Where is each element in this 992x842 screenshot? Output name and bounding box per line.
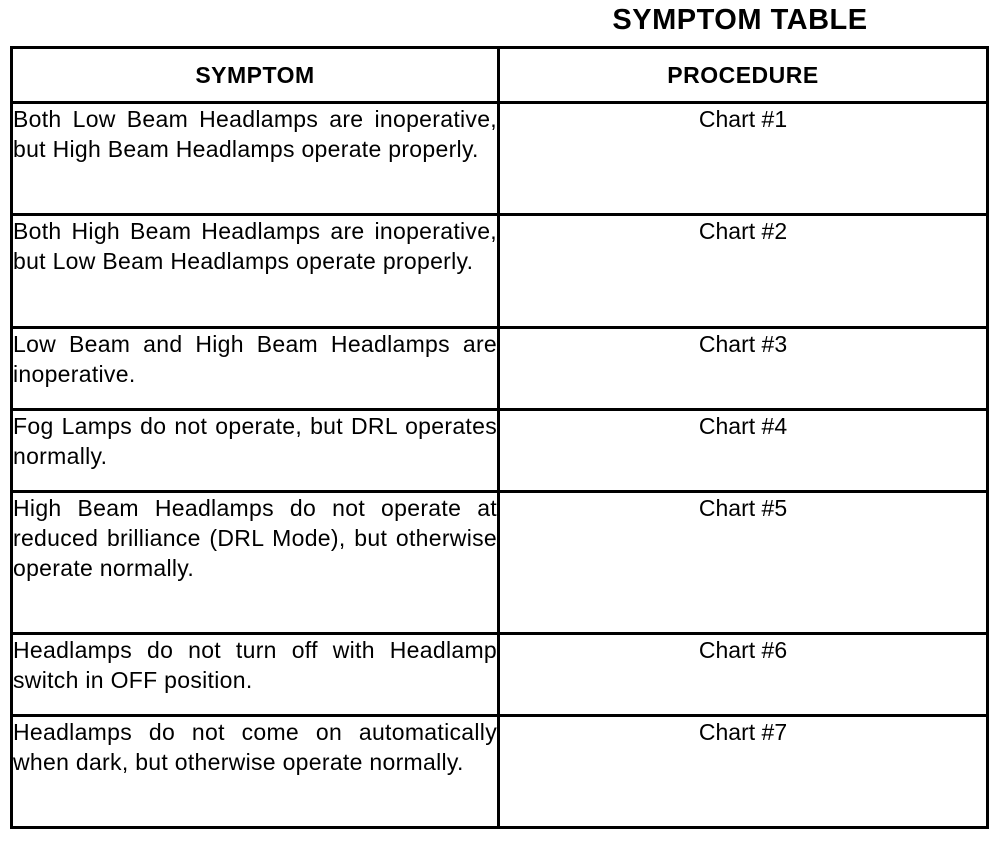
header-row — [12, 48, 988, 103]
symptom-cell: Both Low Beam Headlamps are inoperative, but High Beam Headlamps operate properly. — [12, 103, 499, 215]
symptom-cell: Headlamps do not come on automatically when dark, but otherwise operate normally. — [12, 716, 499, 828]
page-title: SYMPTOM TABLE — [612, 4, 868, 36]
procedure-cell: Chart #7 — [499, 716, 988, 828]
table-row — [12, 716, 988, 828]
table-row — [12, 492, 988, 634]
table-row — [12, 103, 988, 215]
symptom-cell: Fog Lamps do not operate, but DRL operates normally. — [12, 410, 499, 492]
table-row — [12, 634, 988, 716]
procedure-cell: Chart #6 — [499, 634, 988, 716]
procedure-cell: Chart #5 — [499, 492, 988, 634]
table-row — [12, 328, 988, 410]
symptom-cell: High Beam Headlamps do not operate at reduced brilliance (DRL Mode), but otherwise operate normally. — [12, 492, 499, 634]
symptom-cell: Low Beam and High Beam Headlamps are inoperative. — [12, 328, 499, 410]
procedure-cell: Chart #2 — [499, 215, 988, 328]
symptom-table — [10, 46, 989, 829]
symptom-column-header: SYMPTOM — [12, 48, 499, 103]
table-row — [12, 410, 988, 492]
symptom-cell: Both High Beam Headlamps are inoperative, but Low Beam Headlamps operate properly. — [12, 215, 499, 328]
symptom-cell: Headlamps do not turn off with Headlamp switch in OFF position. — [12, 634, 499, 716]
procedure-cell: Chart #1 — [499, 103, 988, 215]
table-row — [12, 215, 988, 328]
procedure-column-header: PROCEDURE — [499, 48, 988, 103]
procedure-cell: Chart #3 — [499, 328, 988, 410]
procedure-cell: Chart #4 — [499, 410, 988, 492]
